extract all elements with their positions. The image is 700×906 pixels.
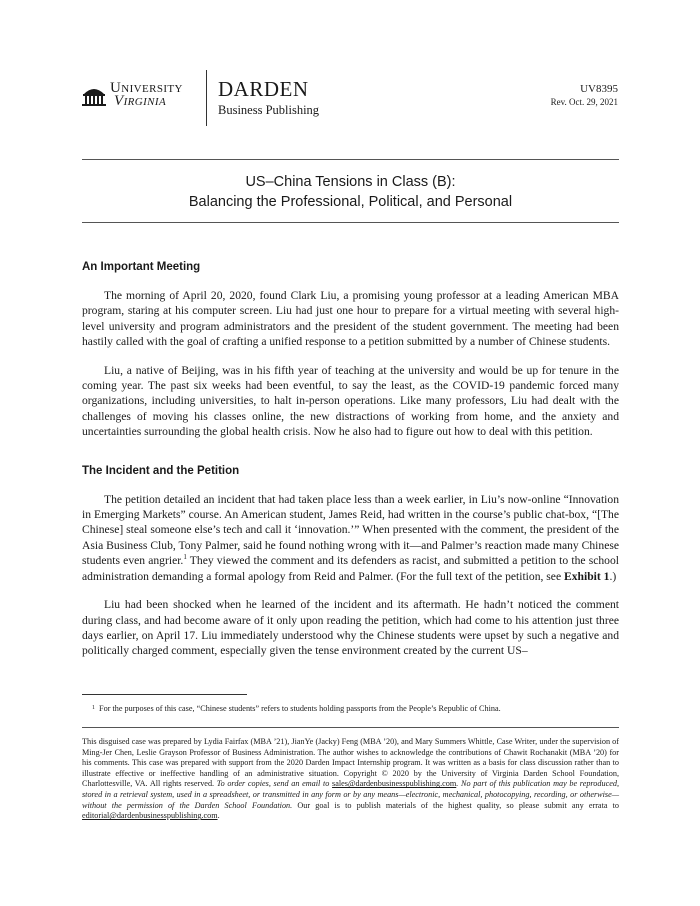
case-title (82, 172, 619, 212)
footnote-text: For the purposes of this case, “Chinese students” refers to students holding passports from the People’s Republic of China. (97, 704, 501, 713)
section-heading-meeting: An Important Meeting (82, 261, 201, 273)
case-identifier (551, 82, 618, 108)
footnote-ref[interactable]: 1 (183, 553, 187, 562)
paragraph: The morning of April 20, 2020, found Clark Liu, a promising young professor at a leading American MBA program, staring at his computer screen. Liu had just one hour to prepare for a virtual meeting with several high-level university and program administrators and the president of the student government. The meeting had been hastily called with the goal of crafting a unified response to a petition submitted by a number of Chinese students. (82, 289, 619, 349)
sales-email-link[interactable]: sales@dardenbusinesspublishing.com (332, 779, 457, 789)
footnote (82, 703, 619, 714)
section-heading-incident: The Incident and the Petition (82, 464, 240, 477)
title-top-rule (82, 159, 619, 160)
darden-subtitle: Business Publishing (218, 103, 320, 117)
disclaimer-rule (82, 727, 619, 728)
rotunda-icon (82, 84, 106, 108)
case-number: UV8395 (580, 83, 618, 95)
title-line2: Balancing the Professional, Political, and Personal (188, 194, 513, 210)
footnote-number: 1 (92, 705, 95, 711)
paragraph: Liu, a native of Beijing, was in his fifth year of teaching at the university and would be up for tenure in the coming year. The past six weeks had been eventful, to say the least, as the COVID-19 pandemic forced many organizations, including universities, to halt in-person operations. Like many professors, Liu had dealt with the challenges of moving his classes online, the new distractions of working from home, and the anxiety and uncertainties surrounding the global health crisis. Now he also had to figure out how to deal with this petition. (82, 363, 619, 439)
uva-logo (82, 80, 202, 112)
errata-email-link[interactable]: editorial@dardenbusinesspublishing.com (82, 811, 218, 821)
exhibit-reference: Exhibit 1 (564, 569, 610, 583)
logo-divider (206, 70, 207, 126)
uva-wordmark-line2: Virginia (114, 93, 167, 109)
paragraph: The petition detailed an incident that had taken place less than a week earlier, in Liu’s now-online “Innovation in Emerging Markets” course. An American student, James Reid, had written in the course’s public chat-box, “[The Chinese] steal someone else’s tech and call it ‘innovation.’” When presented with the comment, the president of the Asia Business Club, Tony Palmer, said he found nothing wrong with it—and Palmer’s reaction made many Chinese students even angrier.$^1$ They viewed the comment and its defenders as racist, and submitted a petition to the school administration demanding a formal apology from Reid and Palmer. (For the full text of the petition, see Exhibit 1.) (82, 492, 619, 583)
darden-name: DARDEN (218, 77, 309, 101)
case-body (82, 259, 619, 672)
title-bottom-rule (82, 222, 619, 223)
footnote-rule (82, 694, 247, 695)
publisher-header (82, 66, 622, 130)
copyright-disclaimer: This disguised case was prepared by Lydia Fairfax (MBA ’21), JianYe (Jacky) Feng (MBA ’20), and Mary Summers Whittle, Case Writer, under the supervision of Ming-Jer Chen, Leslie Grayson Professor of Business Administration. The author wishes to acknowledge the contributions of Chawit Rochanakit (MBA ’20) for his comments. This case was prepared with support from the 2020 Darden Impact Internship program. It was written as a basis for class discussion rather than to illustrate effective or ineffective handling of an administrative situation. Copyright © 2020 by the University of Virginia Darden School Foundation, Charlottesville, VA. All rights reserved. To order copies, send an email to sales@dardenbusinesspublishing.com. No part of this publication may be reproduced, stored in a retrieval system, used in a spreadsheet, or transmitted in any form or by any means—electronic, mechanical, photocopying, recording, or otherwise—without the permission of the Darden School Foundation. Our goal is to publish materials of the highest quality, so please submit any errata to editorial@dardenbusinesspublishing.com. (82, 737, 620, 821)
revision-date: Rev. Oct. 29, 2021 (550, 97, 618, 107)
paragraph: Liu had been shocked when he learned of the incident and its aftermath. He hadn’t noticed the comment during class, and had become aware of it only upon reading the petition, which had come to his attention just three days earlier, on April 17. Liu immediately understood why the Chinese students were upset by such a negative and politically charged comment, especially given the tense environment created by the current US– (82, 598, 619, 658)
uva-wordmark-line1: University (110, 80, 183, 96)
darden-logo (218, 78, 319, 118)
title-line1: US–China Tensions in Class (B): (245, 174, 456, 190)
